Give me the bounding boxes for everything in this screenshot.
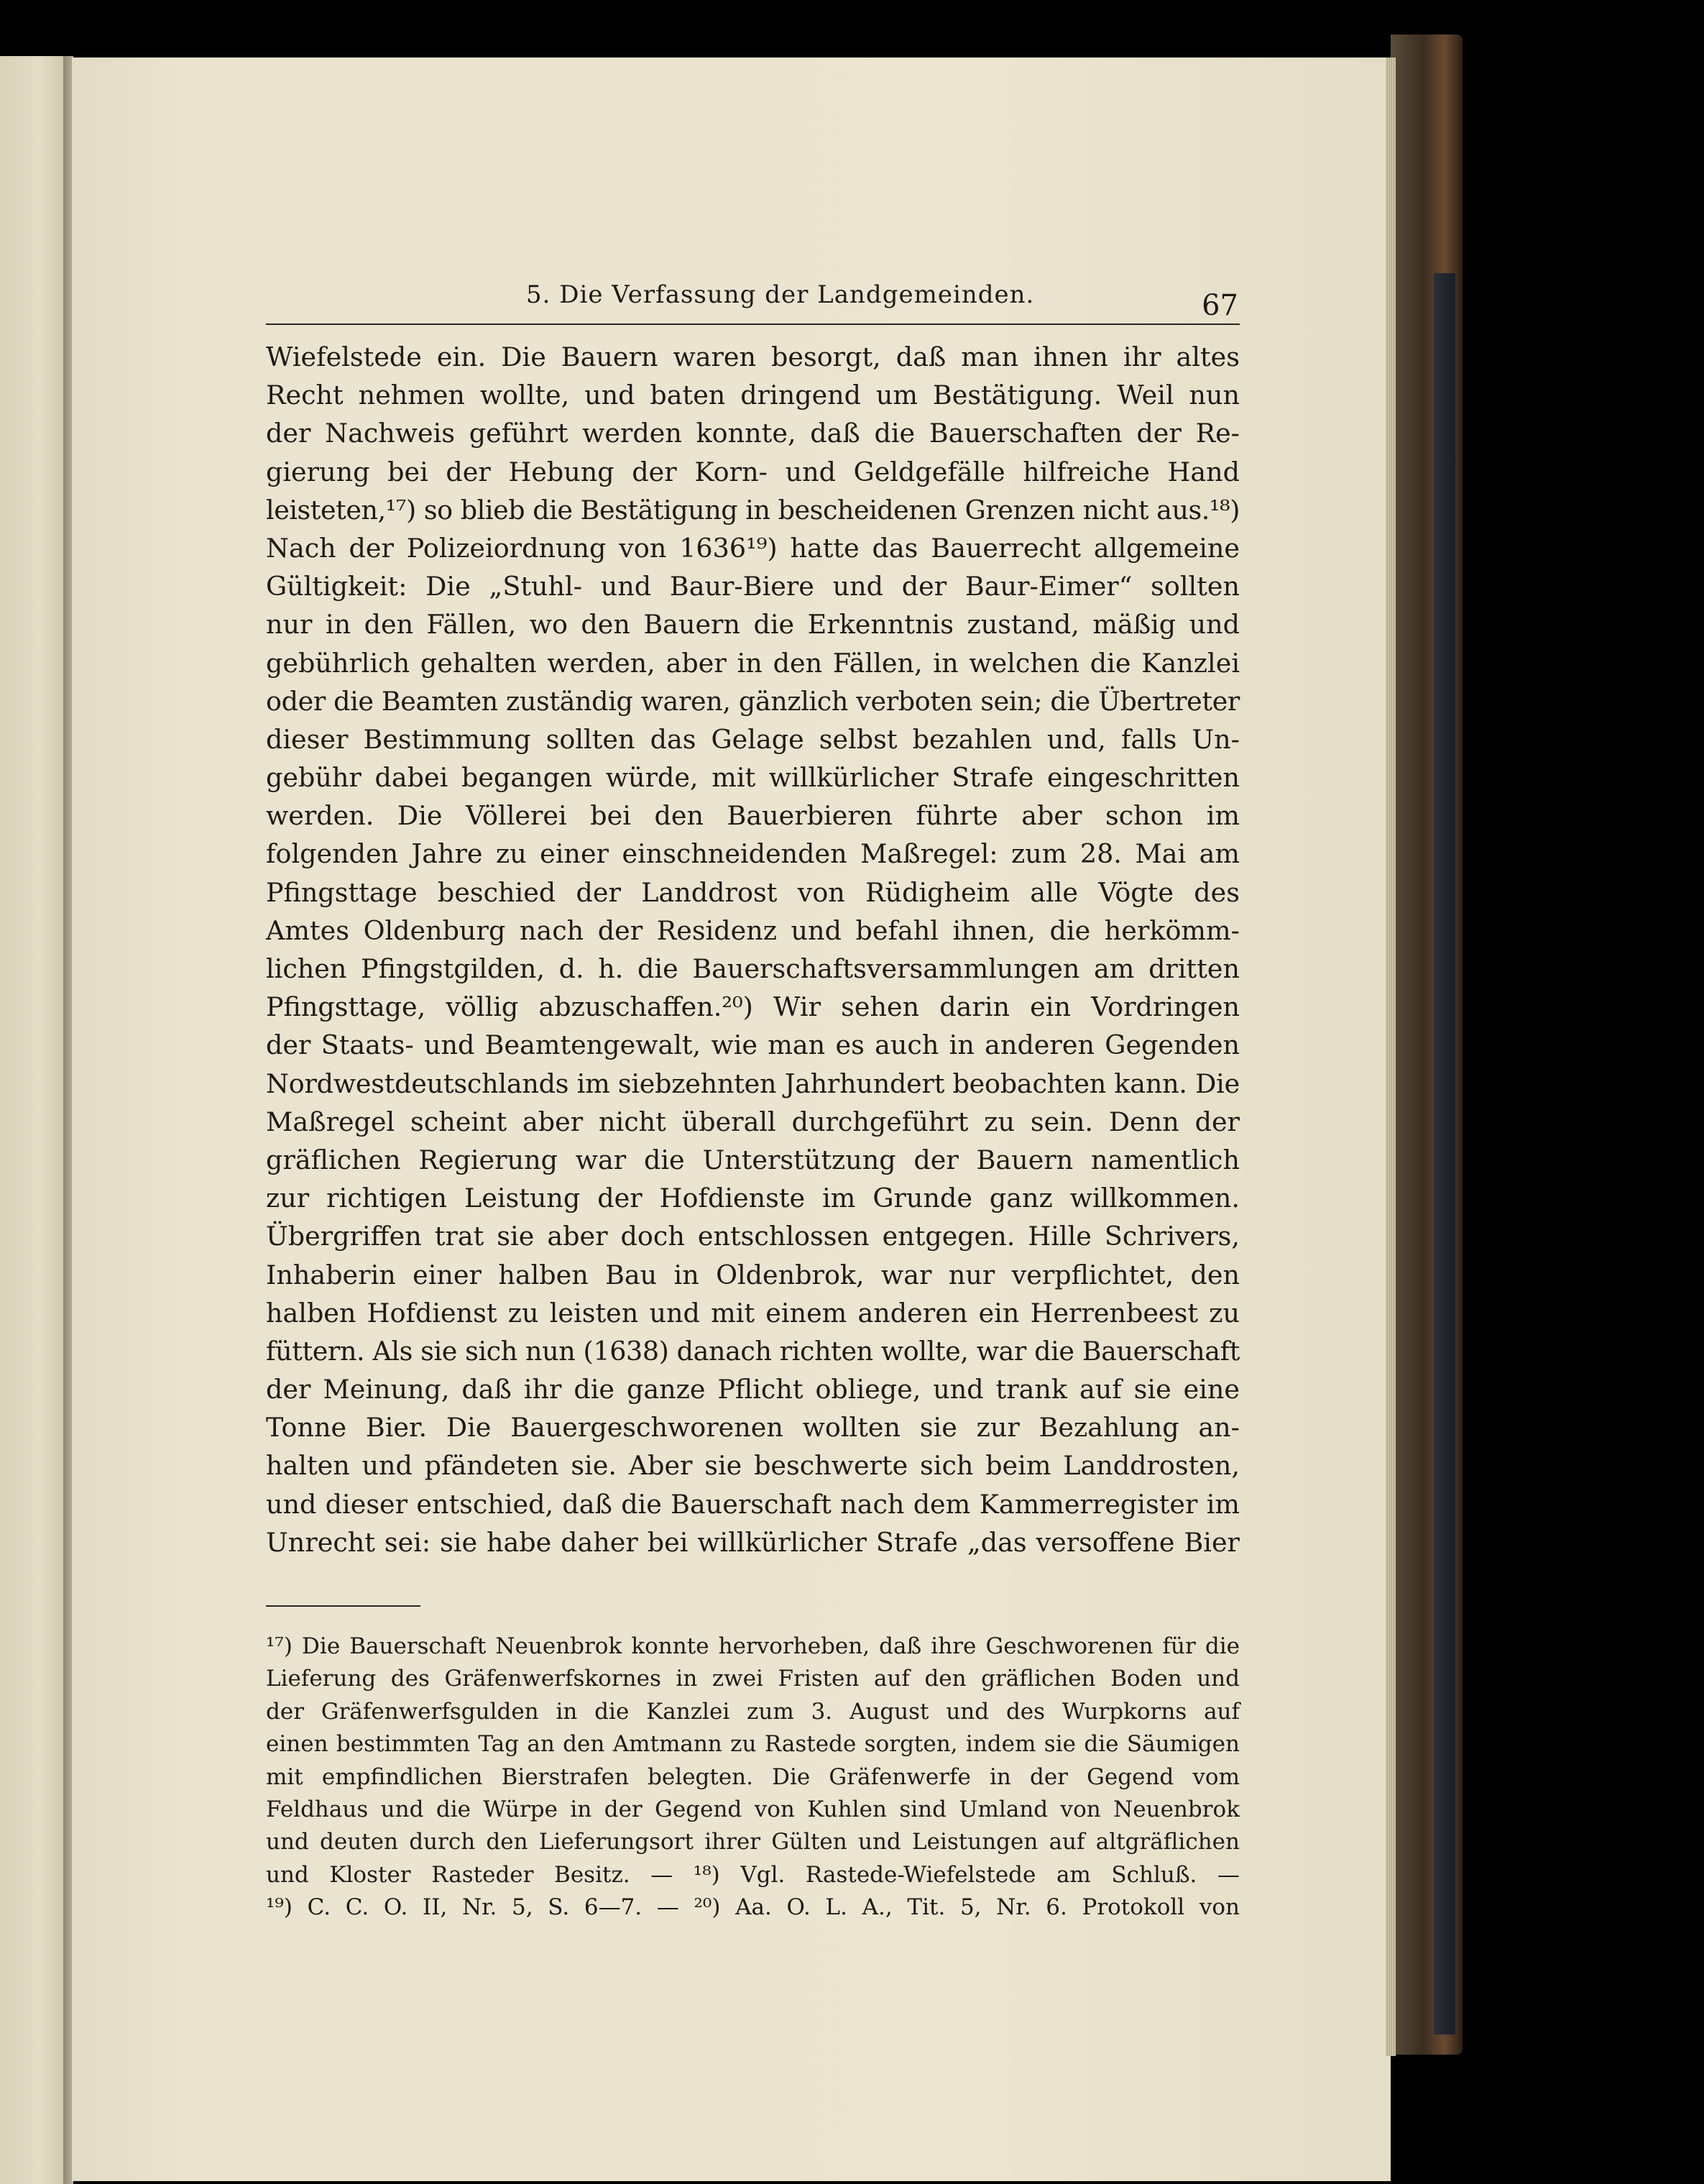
body-line: dieser Bestimmung sollten das Gelage selbst bezahlen und, falls Un- (266, 723, 1240, 755)
body-line: gebühr dabei begangen würde, mit willkürlicher Strafe eingeschritten (266, 762, 1240, 794)
page-header (266, 273, 1240, 322)
footnote-line: der Gräfenwerfsgulden in die Kanzlei zum 3. August und des Wurpkorns auf (266, 1698, 1240, 1725)
body-line: oder die Beamten zuständig waren, gänzlich verboten sein; die Übertreter (266, 685, 1240, 717)
footnote-line: und Kloster Rasteder Besitz. — ¹⁸) Vgl. Rastede-Wiefelstede am Schluß. — (266, 1861, 1240, 1888)
footnote-line: einen bestimmten Tag an den Amtmann zu Rastede sorgten, indem sie die Säumigen (266, 1731, 1240, 1758)
body-line: Recht nehmen wollte, und baten dringend um Bestätigung. Weil nun (266, 380, 1240, 411)
footnote-line: ¹⁹) C. C. O. II, Nr. 5, S. 6—7. — ²⁰) Aa. O. L. A., Tit. 5, Nr. 6. Protokoll von (266, 1894, 1240, 1921)
body-line: gebührlich gehalten werden, aber in den Fällen, in welchen die Kanzlei (266, 647, 1240, 679)
footnote-line: mit empfindlichen Bierstrafen belegten. Die Gräfenwerfe in der Gegend vom (266, 1763, 1240, 1790)
body-line: Unrecht sei: sie habe daher bei willkürlicher Strafe „das versoffene Bier (266, 1526, 1240, 1558)
body-line: füttern. Als sie sich nun (1638) danach richten wollte, war die Bauerschaft (266, 1335, 1240, 1367)
body-line: halben Hofdienst zu leisten und mit einem anderen ein Herrenbeest zu (266, 1297, 1240, 1329)
body-line: gierung bei der Hebung der Korn- und Geldgefälle hilfreiche Hand (266, 456, 1240, 487)
left-page-edge (0, 56, 66, 2184)
footnote-line: ¹⁷) Die Bauerschaft Neuenbrok konnte hervorheben, daß ihre Geschworenen für die (266, 1633, 1240, 1659)
body-line: leisteten,¹⁷) so blieb die Bestätigung in bescheidenen Grenzen nicht aus.¹⁸) (266, 494, 1240, 526)
body-line: gräflichen Regierung war die Unterstützung der Bauern namentlich (266, 1144, 1240, 1175)
body-line: Wiefelstede ein. Die Bauern waren besorgt, daß man ihnen ihr altes (266, 341, 1240, 372)
body-line: und dieser entschied, daß die Bauerschaft nach dem Kammerregister im (266, 1488, 1240, 1520)
body-line: folgenden Jahre zu einer einschneidenden Maßregel: zum 28. Mai am (266, 838, 1240, 870)
body-line: Inhaberin einer halben Bau in Oldenbrok, war nur verpflichtet, den (266, 1259, 1240, 1290)
body-line: Nach der Polizeiordnung von 1636¹⁹) hatte das Bauerrecht allgemeine (266, 532, 1240, 564)
body-line: der Staats- und Beamtengewalt, wie man es auch in anderen Gegenden (266, 1029, 1240, 1061)
header-rule (266, 324, 1240, 325)
footnotes (266, 1630, 1240, 1924)
footnote-line: und deuten durch den Lieferungsort ihrer Gülten und Leistungen auf altgräflichen (266, 1829, 1240, 1855)
body-line: zur richtigen Leistung der Hofdienste im Grunde ganz willkommen. (266, 1183, 1240, 1214)
body-line: Amtes Oldenburg nach der Residenz und befahl ihnen, die herkömm- (266, 914, 1240, 946)
body-line: Übergriffen trat sie aber doch entschlossen entgegen. Hille Schrivers, (266, 1221, 1240, 1252)
book-spine-shadow (1434, 273, 1455, 2034)
page-stack-edge (1386, 58, 1396, 2056)
body-line: werden. Die Völlerei bei den Bauerbieren führte aber schon im (266, 800, 1240, 832)
body-line: lichen Pfingstgilden, d. h. die Bauerschaftsversammlungen am dritten (266, 953, 1240, 984)
footnote-line: Feldhaus und die Würpe in der Gegend von Kuhlen sind Umland von Neuenbrok (266, 1796, 1240, 1822)
running-title: 5. Die Verfassung der Landgemeinden. (526, 280, 1035, 309)
body-line: der Nachweis geführt werden konnte, daß die Bauerschaften der Re- (266, 418, 1240, 449)
body-line: Nordwestdeutschlands im siebzehnten Jahrhundert beobachten kann. Die (266, 1068, 1240, 1099)
footnote-line: Lieferung des Gräfenwerfskornes in zwei Fristen auf den gräflichen Boden und (266, 1666, 1240, 1692)
body-line: der Meinung, daß ihr die ganze Pflicht obliege, und trank auf sie eine (266, 1374, 1240, 1405)
body-line: halten und pfändeten sie. Aber sie beschwerte sich beim Landdrosten, (266, 1450, 1240, 1482)
footnote-separator (266, 1605, 420, 1607)
body-line: Gültigkeit: Die „Stuhl- und Baur-Biere und der Baur-Eimer“ sollten (266, 571, 1240, 602)
body-line: Pfingsttage beschied der Landdrost von Rüdigheim alle Vögte des (266, 876, 1240, 908)
book-page (72, 58, 1391, 2181)
page-number: 67 (1202, 289, 1238, 322)
body-line: Pfingsttage, völlig abzuschaffen.²⁰) Wir sehen darin ein Vordringen (266, 991, 1240, 1023)
body-text (266, 338, 1240, 1561)
body-line: Tonne Bier. Die Bauergeschworenen wollten sie zur Bezahlung an- (266, 1412, 1240, 1444)
body-line: Maßregel scheint aber nicht überall durchgeführt zu sein. Denn der (266, 1106, 1240, 1137)
body-line: nur in den Fällen, wo den Bauern die Erkenntnis zustand, mäßig und (266, 609, 1240, 641)
